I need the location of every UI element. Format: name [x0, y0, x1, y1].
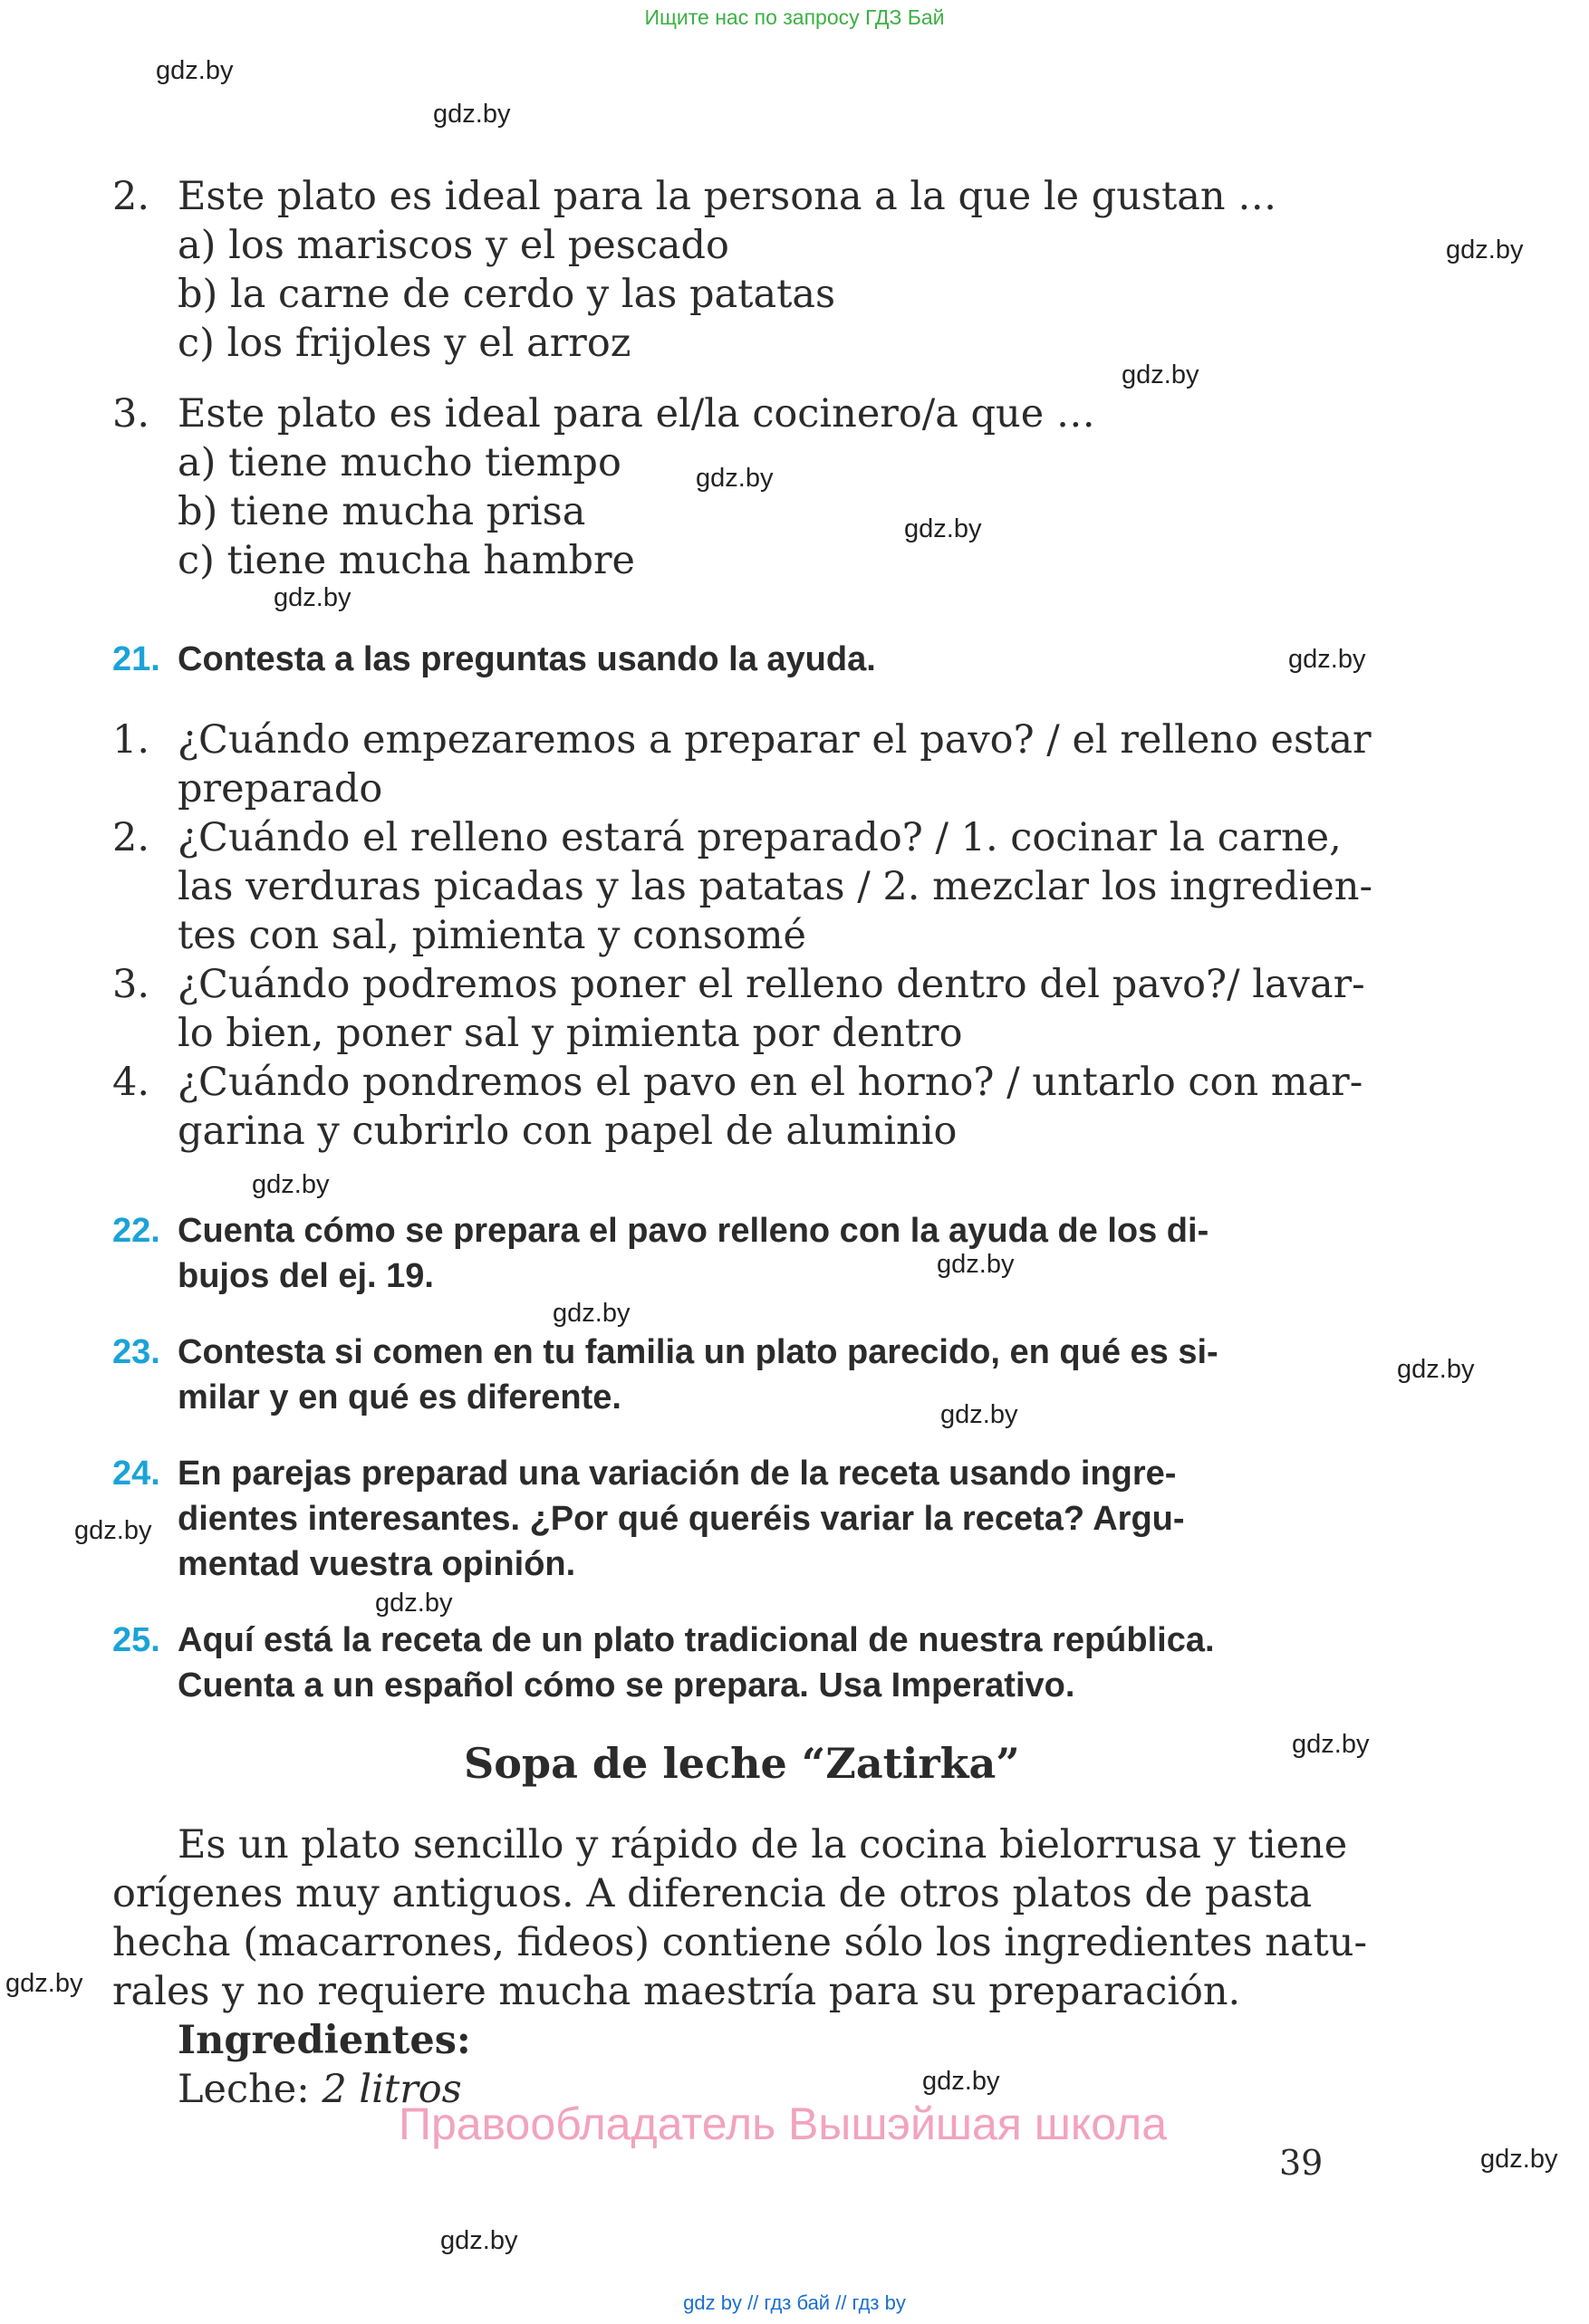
list-number: 2.	[112, 815, 150, 860]
watermark: gdz.by	[553, 1299, 631, 1328]
watermark: gdz.by	[1480, 2145, 1558, 2174]
list-line: ¿Cuándo empezaremos a preparar el pavo? / el relleno estar	[178, 717, 1372, 763]
ingredient-label: Leche:	[178, 2067, 323, 2112]
watermark: gdz.by	[1288, 645, 1366, 674]
task-instruction: Cuenta cómo se prepara el pavo relleno con la ayuda de los di-	[178, 1212, 1209, 1250]
watermark: gdz.by	[696, 464, 774, 493]
task-instruction: mentad vuestra opinión.	[178, 1545, 576, 1583]
watermark: gdz.by	[1122, 360, 1199, 389]
recipe-paragraph-line: rales y no requiere mucha maestría para su preparación.	[112, 1969, 1241, 2014]
task-number: 24.	[112, 1455, 160, 1493]
top-banner: Ищите нас по запросу ГДЗ Бай	[644, 5, 945, 29]
list-line: ¿Cuándo el relleno estará preparado? / 1. cocinar la carne,	[178, 815, 1342, 860]
list-line: lo bien, poner sal y pimienta por dentro	[178, 1011, 963, 1056]
list-number: 3.	[112, 962, 150, 1007]
task-instruction: Cuenta a un español cómo se prepara. Usa Imperativo.	[178, 1666, 1075, 1705]
watermark: gdz.by	[1446, 235, 1524, 264]
question-stem: Este plato es ideal para el/la cocinero/a que …	[178, 391, 1095, 437]
watermark: gdz.by	[937, 1250, 1015, 1279]
watermark: gdz.by	[156, 56, 234, 85]
option-c: c) los frijoles y el arroz	[178, 321, 631, 366]
watermark: gdz.by	[74, 1516, 152, 1545]
recipe-paragraph-line: orígenes muy antiguos. A diferencia de otros platos de pasta	[112, 1871, 1313, 1916]
watermark: gdz.by	[940, 1400, 1018, 1429]
question-stem: Este plato es ideal para la persona a la que le gustan …	[178, 174, 1277, 219]
recipe-paragraph-line: Es un plato sencillo y rápido de la cocina bielorrusa y tiene	[178, 1822, 1348, 1868]
list-line: tes con sal, pimienta y consomé	[178, 913, 806, 958]
question-number: 2.	[112, 174, 150, 219]
task-instruction: Contesta a las preguntas usando la ayuda.	[178, 640, 876, 678]
task-number: 23.	[112, 1333, 160, 1371]
list-number: 1.	[112, 717, 150, 763]
question-number: 3.	[112, 391, 150, 437]
watermark: gdz.by	[274, 583, 352, 612]
watermark: gdz.by	[252, 1170, 330, 1199]
copyright-notice: Правообладатель Вышэйшая школа	[399, 2098, 1167, 2149]
task-number: 25.	[112, 1621, 160, 1659]
option-c: c) tiene mucha hambre	[178, 538, 635, 583]
list-line: las verduras picadas y las patatas / 2. mezclar los ingredien-	[178, 864, 1372, 909]
watermark: gdz.by	[375, 1589, 453, 1618]
task-instruction: Aquí está la receta de un plato tradicional de nuestra república.	[178, 1621, 1215, 1659]
list-line: garina y cubrirlo con papel de aluminio	[178, 1109, 958, 1154]
list-number: 4.	[112, 1060, 150, 1105]
list-line: preparado	[178, 766, 383, 811]
watermark: gdz.by	[440, 2226, 518, 2255]
option-b: b) la carne de cerdo y las patatas	[178, 272, 836, 317]
list-line: ¿Cuándo pondremos el pavo en el horno? / untarlo con mar-	[178, 1060, 1363, 1105]
task-number: 21.	[112, 640, 160, 678]
watermark: gdz.by	[1397, 1355, 1475, 1384]
task-instruction: Contesta si comen en tu familia un plato parecido, en qué es si-	[178, 1333, 1218, 1371]
watermark: gdz.by	[922, 2067, 1000, 2096]
ingredients-heading: Ingredientes:	[178, 2018, 471, 2063]
task-instruction: milar y en qué es diferente.	[178, 1378, 621, 1416]
recipe-paragraph-line: hecha (macarrones, fideos) contiene sólo los ingredientes natu-	[112, 1920, 1368, 1965]
watermark: gdz.by	[904, 514, 982, 543]
task-instruction: En parejas preparad una variación de la receta usando ingre-	[178, 1455, 1177, 1493]
watermark: gdz.by	[1292, 1730, 1370, 1759]
task-number: 22.	[112, 1212, 160, 1250]
watermark: gdz.by	[433, 100, 511, 129]
option-a: a) tiene mucho tiempo	[178, 440, 621, 485]
ingredient-amount: 2 litros	[322, 2067, 462, 2112]
option-a: a) los mariscos y el pescado	[178, 223, 729, 268]
task-instruction: bujos del ej. 19.	[178, 1257, 434, 1295]
page-number: 39	[1279, 2143, 1324, 2183]
watermark: gdz.by	[5, 1969, 83, 1998]
recipe-title: Sopa de leche “Zatirka”	[464, 1739, 1020, 1788]
list-line: ¿Cuándo podremos poner el relleno dentro del pavo?/ lavar-	[178, 962, 1365, 1007]
task-instruction: dientes interesantes. ¿Por qué queréis variar la receta? Argu-	[178, 1500, 1185, 1538]
option-b: b) tiene mucha prisa	[178, 489, 586, 534]
footer-links[interactable]: gdz by // гдз бай // гдз by	[683, 2291, 906, 2314]
